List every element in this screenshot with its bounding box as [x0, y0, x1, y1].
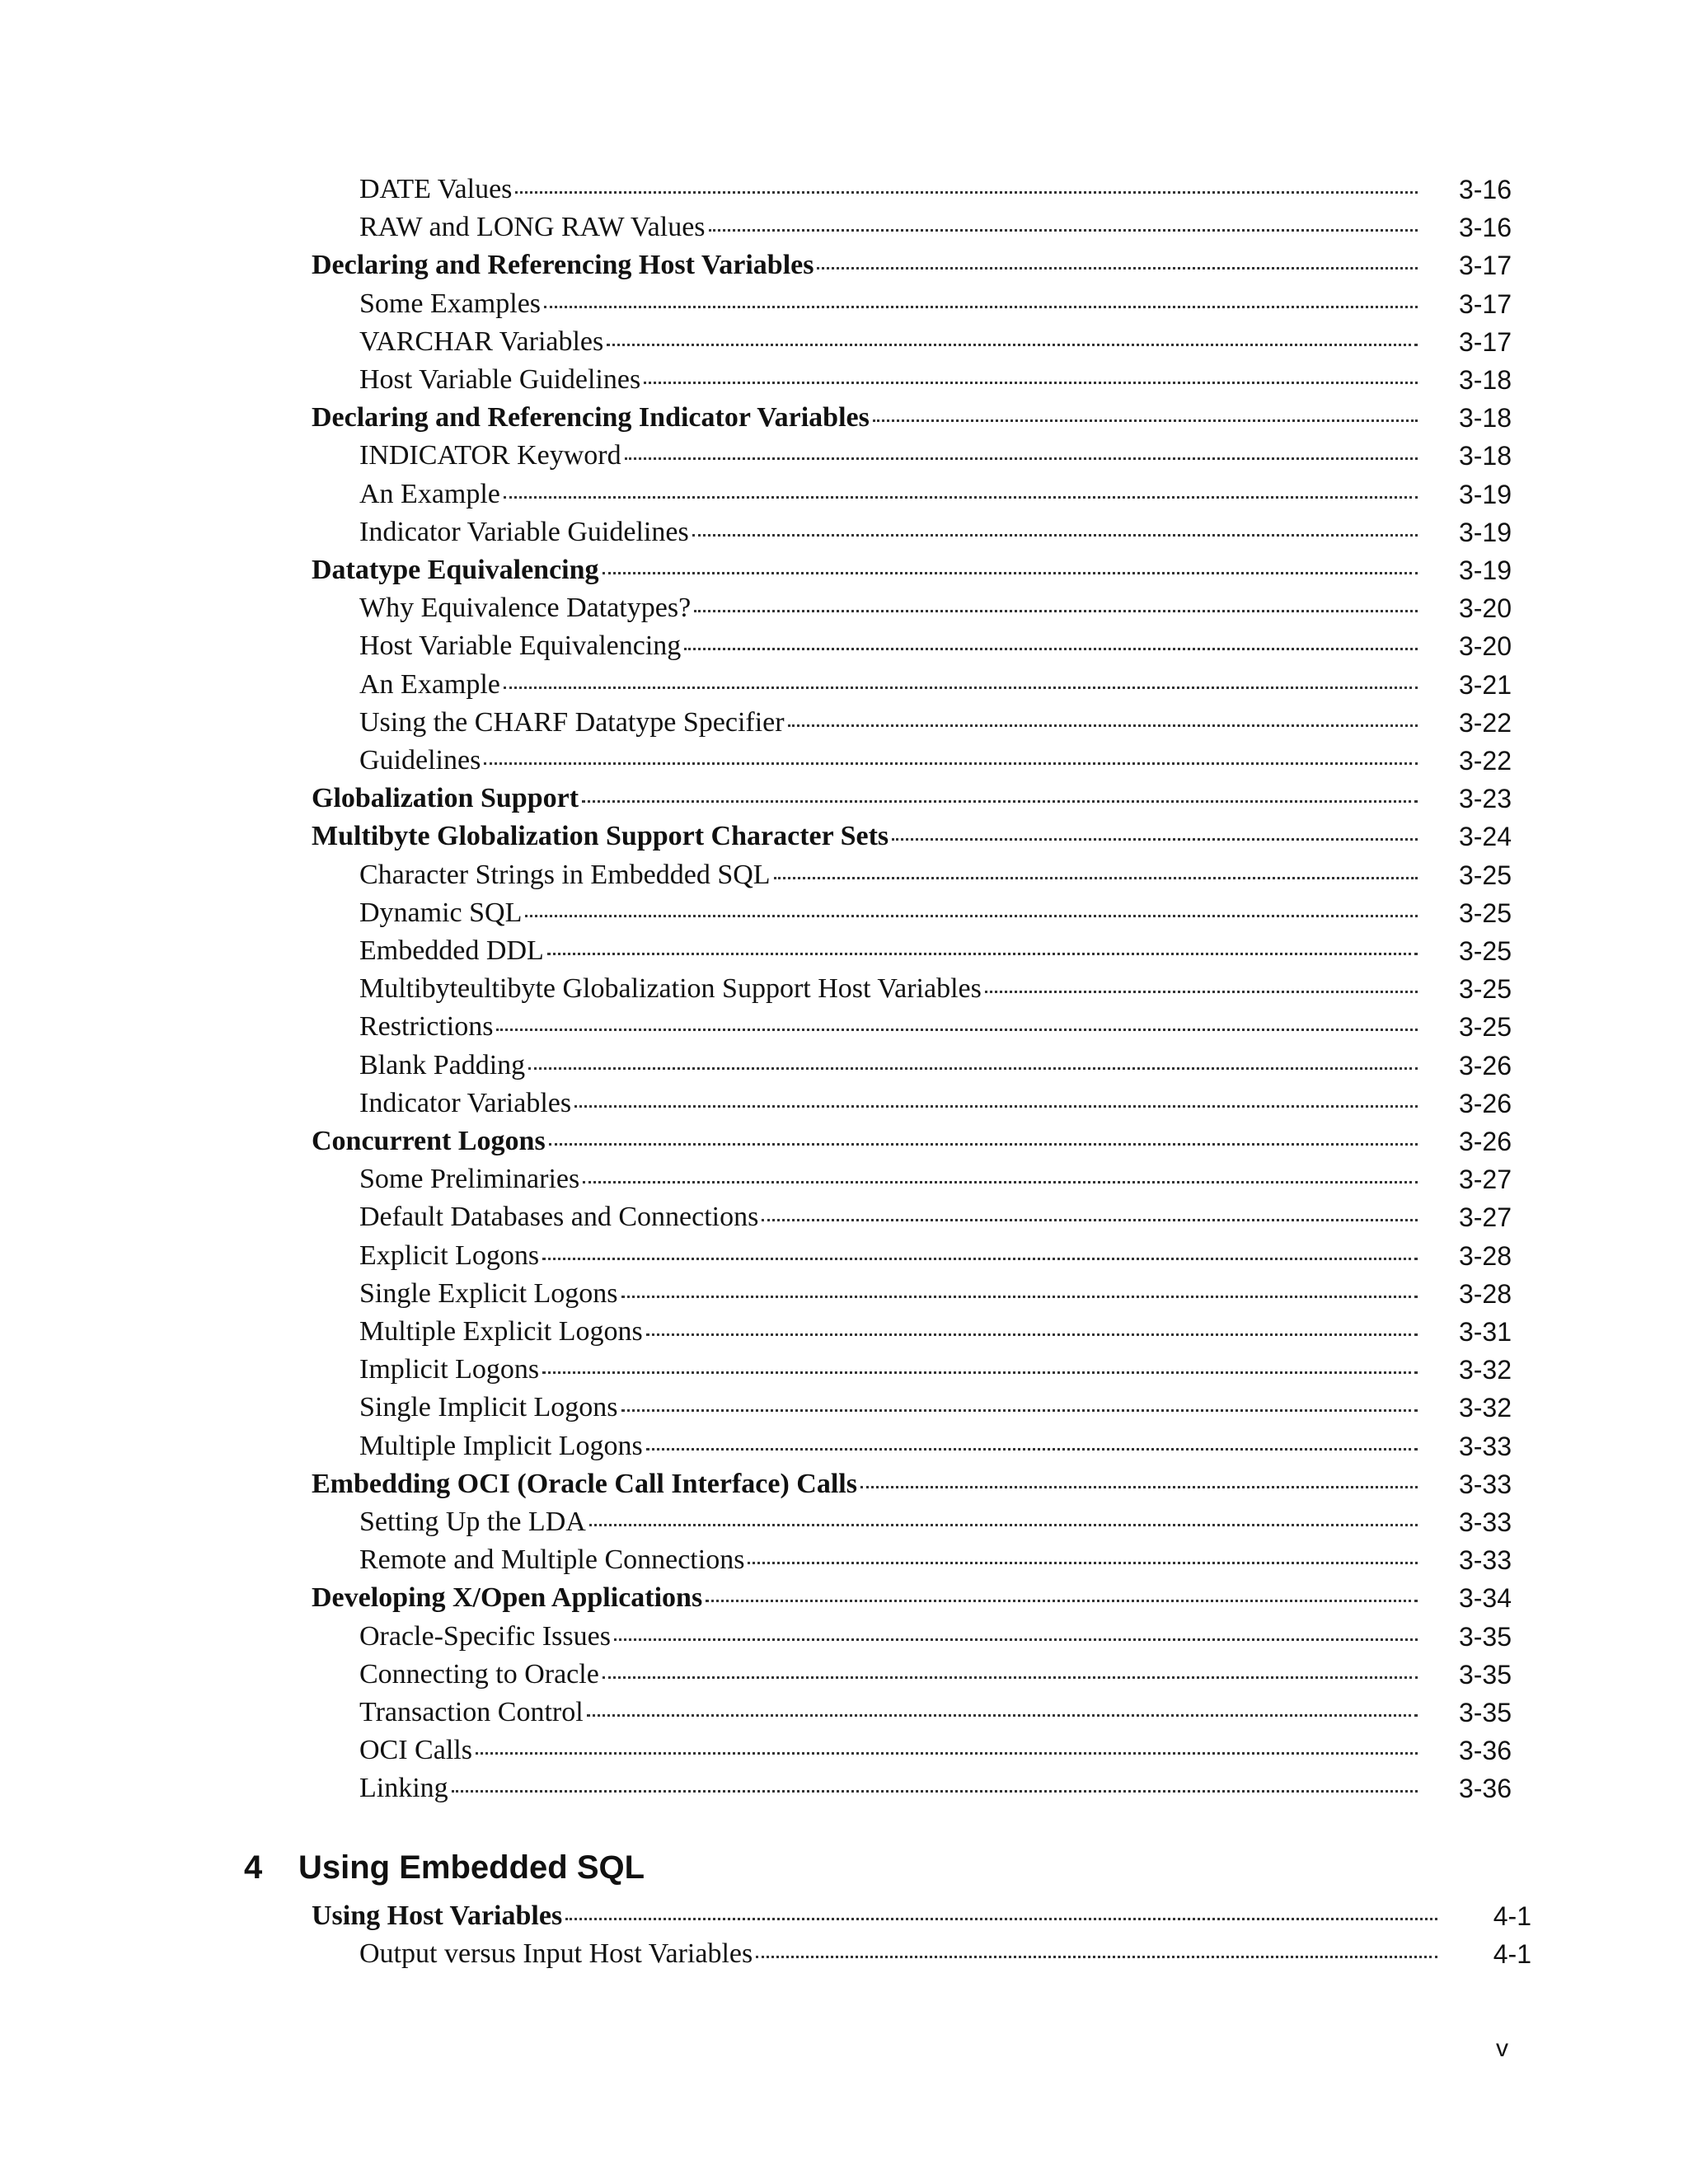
toc-entry-title: Output versus Input Host Variables — [359, 1938, 753, 1970]
toc-entry[interactable] — [359, 1351, 1421, 1389]
toc-entry-title: Guidelines — [359, 745, 481, 776]
chapter-heading — [244, 1843, 645, 1892]
dot-leader — [549, 1143, 1418, 1146]
dot-leader — [873, 419, 1418, 422]
toc-entry[interactable] — [359, 171, 1421, 209]
toc-entry-title: Why Equivalence Datatypes? — [359, 593, 692, 624]
toc-entry[interactable] — [359, 1237, 1421, 1275]
dot-leader — [583, 1181, 1418, 1183]
toc-entry-title: DATE Values — [359, 174, 513, 204]
dot-leader — [644, 382, 1418, 384]
dot-leader — [582, 800, 1418, 803]
toc-entry[interactable] — [312, 551, 1421, 589]
toc-entry-page: 3-16 — [1458, 175, 1512, 204]
dot-leader — [504, 496, 1418, 499]
dot-leader — [756, 1956, 1437, 1958]
toc-entry-page: 3-33 — [1458, 1469, 1512, 1499]
toc-entry-title: An Example — [359, 668, 500, 700]
toc-entry[interactable] — [359, 627, 1421, 665]
dot-leader — [542, 1258, 1418, 1260]
toc-entry-page: 3-18 — [1458, 365, 1512, 395]
toc-entry[interactable] — [359, 1313, 1421, 1351]
toc-entry-page: 3-26 — [1458, 1050, 1512, 1080]
dot-leader — [817, 267, 1418, 269]
toc-entry-title: OCI Calls — [359, 1735, 472, 1766]
dot-leader — [528, 1067, 1418, 1070]
toc-entry-title: Multiple Explicit Logons — [359, 1316, 643, 1347]
dot-leader — [694, 610, 1418, 612]
toc-entry-page: 3-16 — [1458, 213, 1512, 243]
toc-entry-title: Remote and Multiple Connections — [359, 1544, 745, 1576]
toc-entry-title: Declaring and Referencing Indicator Variables — [312, 402, 870, 434]
toc-entry-title: Single Explicit Logons — [359, 1277, 618, 1309]
toc-entry-title: Globalization Support — [312, 783, 579, 814]
toc-entry-page: 3-33 — [1458, 1431, 1512, 1461]
dot-leader — [692, 534, 1418, 537]
dot-leader — [646, 1333, 1418, 1336]
toc-entry-page: 3-17 — [1458, 326, 1512, 357]
toc-entry[interactable] — [359, 589, 1421, 627]
toc-entry[interactable] — [312, 780, 1421, 818]
dot-leader — [646, 1448, 1418, 1451]
toc-entry[interactable] — [359, 742, 1421, 780]
toc-entry-page: 3-27 — [1458, 1165, 1512, 1195]
toc-entry-title: Some Preliminaries — [359, 1164, 580, 1195]
dot-leader — [614, 1638, 1418, 1641]
toc-entry-title: Blank Padding — [359, 1049, 526, 1080]
toc-entry[interactable] — [359, 323, 1421, 361]
toc-entry-title: Multibyte Globalization Support Character Sets — [312, 821, 889, 852]
toc-entry-title: Character Strings in Embedded SQL — [359, 859, 771, 890]
toc-entry-page: 3-19 — [1458, 555, 1512, 585]
chapter-number: 4 — [244, 1849, 263, 1886]
dot-leader — [892, 838, 1418, 841]
toc-entry[interactable] — [312, 1122, 1421, 1160]
toc-entry-page: 3-35 — [1458, 1698, 1512, 1727]
toc-entry-title: Dynamic SQL — [359, 897, 523, 928]
toc-entry-page: 3-26 — [1458, 1127, 1512, 1156]
toc-entry-page: 3-22 — [1458, 746, 1512, 776]
toc-entry-page: 3-28 — [1458, 1278, 1512, 1309]
toc-entry-title: Concurrent Logons — [312, 1126, 546, 1156]
dot-leader — [706, 1600, 1418, 1602]
dot-leader — [625, 457, 1418, 460]
toc-entry-title: Transaction Control — [359, 1697, 584, 1727]
toc-entry-title: Host Variable Guidelines — [359, 364, 641, 395]
toc-entry-page: 3-19 — [1458, 517, 1512, 547]
toc-entry[interactable] — [359, 894, 1421, 932]
toc-entry[interactable] — [359, 1503, 1421, 1541]
toc-entry[interactable] — [312, 399, 1421, 437]
toc-entry-title: Default Databases and Connections — [359, 1202, 759, 1233]
toc-entry-page: 4-1 — [1493, 1939, 1531, 1970]
dot-leader — [603, 572, 1418, 574]
toc-entry-title: RAW and LONG RAW Values — [359, 212, 706, 243]
toc-entry-page: 3-34 — [1458, 1583, 1512, 1614]
toc-entry-page: 3-17 — [1458, 251, 1512, 281]
toc-entry[interactable] — [359, 1732, 1421, 1769]
dot-leader — [603, 1676, 1418, 1679]
toc-entry-page: 3-25 — [1458, 1012, 1512, 1043]
toc-entry-page: 3-33 — [1458, 1545, 1512, 1576]
toc-entry-page: 3-25 — [1458, 898, 1512, 928]
dot-leader — [544, 306, 1418, 308]
toc-entry-page: 3-35 — [1458, 1621, 1512, 1652]
toc-entry-page: 3-25 — [1458, 860, 1512, 890]
toc-entry-title: Multiple Implicit Logons — [359, 1430, 643, 1461]
toc-entry-page: 3-36 — [1458, 1736, 1512, 1766]
dot-leader — [774, 877, 1418, 879]
toc-entry-page: 3-28 — [1458, 1240, 1512, 1271]
toc-entry-title: Restrictions — [359, 1011, 494, 1043]
toc-entry[interactable] — [359, 1198, 1421, 1236]
toc-entry-title: Some Examples — [359, 288, 542, 319]
toc-entry-title: Indicator Variable Guidelines — [359, 516, 689, 547]
toc-entry-title: Embedded DDL — [359, 935, 544, 966]
toc-entry[interactable] — [359, 856, 1421, 894]
toc-entry-page: 3-20 — [1458, 631, 1512, 662]
toc-entry[interactable] — [359, 476, 1421, 513]
dot-leader — [452, 1790, 1418, 1793]
toc-entry[interactable] — [359, 1389, 1421, 1427]
toc-entry-title: VARCHAR Variables — [359, 326, 604, 357]
dot-leader — [542, 1371, 1418, 1374]
toc-entry[interactable] — [312, 1897, 1441, 1935]
toc-entry-title: Multibyteultibyte Globalization Support Host Variables — [359, 973, 982, 1005]
dot-leader — [515, 191, 1418, 194]
toc-entry[interactable] — [359, 1427, 1421, 1465]
toc-entry[interactable] — [312, 818, 1421, 855]
dot-leader — [504, 687, 1418, 689]
toc-entry-page: 3-25 — [1458, 974, 1512, 1005]
toc-entry[interactable] — [359, 513, 1421, 551]
toc-entry[interactable] — [359, 437, 1421, 475]
toc-entry-title: Connecting to Oracle — [359, 1658, 599, 1690]
toc-entry-title: Setting Up the LDA — [359, 1507, 586, 1537]
dot-leader — [587, 1714, 1418, 1717]
toc-entry[interactable] — [359, 1047, 1421, 1085]
dot-leader — [621, 1409, 1418, 1412]
dot-leader — [607, 344, 1418, 346]
toc-entry[interactable] — [359, 704, 1421, 742]
dot-leader — [547, 953, 1418, 955]
toc-entry-title: Developing X/Open Applications — [312, 1582, 703, 1614]
dot-leader — [709, 229, 1418, 232]
dot-leader — [621, 1296, 1418, 1298]
toc-entry-title: Linking — [359, 1773, 448, 1804]
toc-entry[interactable] — [312, 1465, 1421, 1503]
dot-leader — [496, 1029, 1418, 1031]
toc-entry-title: Oracle-Specific Issues — [359, 1620, 611, 1652]
toc-entry[interactable] — [359, 1541, 1421, 1579]
toc-entry[interactable] — [312, 1579, 1421, 1617]
toc-entry[interactable] — [359, 1160, 1421, 1198]
toc-entry[interactable] — [359, 1085, 1421, 1122]
dot-leader — [574, 1105, 1418, 1108]
toc-entry[interactable] — [359, 1769, 1421, 1807]
toc-entry-page: 3-32 — [1458, 1355, 1512, 1385]
toc-entry-title: Implicit Logons — [359, 1354, 540, 1385]
toc-entry[interactable] — [359, 1694, 1421, 1732]
toc-entry-title: Using Host Variables — [312, 1900, 563, 1931]
toc-entry-page: 3-31 — [1458, 1317, 1512, 1347]
toc-entry-page: 3-35 — [1458, 1659, 1512, 1690]
dot-leader — [748, 1562, 1418, 1564]
dot-leader — [860, 1486, 1418, 1488]
chapter-title: Using Embedded SQL — [298, 1849, 645, 1886]
toc-entry-title: Host Variable Equivalencing — [359, 630, 682, 662]
dot-leader — [762, 1219, 1418, 1221]
page-folio: v — [1496, 2035, 1508, 2062]
toc-entry[interactable] — [359, 1275, 1421, 1313]
dot-leader — [589, 1524, 1418, 1526]
toc-entry[interactable] — [359, 361, 1421, 399]
toc-entry[interactable] — [312, 246, 1421, 284]
toc-entry-page: 4-1 — [1493, 1901, 1531, 1931]
toc-entry-page: 3-21 — [1458, 669, 1512, 700]
toc-entry-page: 3-20 — [1458, 593, 1512, 624]
dot-leader — [525, 915, 1418, 917]
toc-entry-page: 3-19 — [1458, 479, 1512, 509]
toc-entry-page: 3-18 — [1458, 403, 1512, 434]
toc-entry-page: 3-24 — [1458, 822, 1512, 852]
toc-entry-title: An Example — [359, 478, 500, 509]
toc-entry-page: 3-32 — [1458, 1393, 1512, 1423]
toc-entry-page: 3-26 — [1458, 1088, 1512, 1118]
toc-entry-page: 3-27 — [1458, 1202, 1512, 1233]
toc-entry-title: Declaring and Referencing Host Variables — [312, 250, 814, 281]
toc-entry[interactable] — [359, 1618, 1421, 1656]
dot-leader — [484, 762, 1418, 765]
toc-entry-page: 3-36 — [1458, 1774, 1512, 1804]
toc-entry-page: 3-18 — [1458, 441, 1512, 471]
toc-entry[interactable] — [359, 1008, 1421, 1046]
toc-entry[interactable] — [359, 285, 1421, 323]
dot-leader — [565, 1918, 1437, 1920]
toc-entry[interactable] — [359, 666, 1421, 704]
toc-entry-page: 3-23 — [1458, 784, 1512, 814]
toc-entry-title: INDICATOR Keyword — [359, 440, 621, 471]
toc-entry-title: Single Implicit Logons — [359, 1392, 618, 1423]
toc-entry[interactable] — [359, 209, 1421, 246]
toc-entry-page: 3-22 — [1458, 707, 1512, 738]
toc-entry[interactable] — [359, 1656, 1421, 1694]
toc-entry[interactable] — [359, 970, 1421, 1008]
toc-entry-title: Explicit Logons — [359, 1240, 540, 1271]
dot-leader — [684, 648, 1418, 650]
dot-leader — [985, 991, 1418, 993]
toc-entry-page: 3-17 — [1458, 288, 1512, 319]
toc-entry[interactable] — [359, 932, 1421, 970]
toc-entry-title: Indicator Variables — [359, 1087, 572, 1118]
dot-leader — [476, 1752, 1418, 1755]
toc-entry-title: Embedding OCI (Oracle Call Interface) Calls — [312, 1468, 857, 1499]
toc-entry[interactable] — [359, 1935, 1441, 1973]
toc-entry-title: Datatype Equivalencing — [312, 555, 599, 585]
dot-leader — [788, 724, 1418, 727]
toc-entry-title: Using the CHARF Datatype Specifier — [359, 706, 785, 738]
toc-entry-page: 3-25 — [1458, 936, 1512, 966]
toc-entry-page: 3-33 — [1458, 1507, 1512, 1537]
